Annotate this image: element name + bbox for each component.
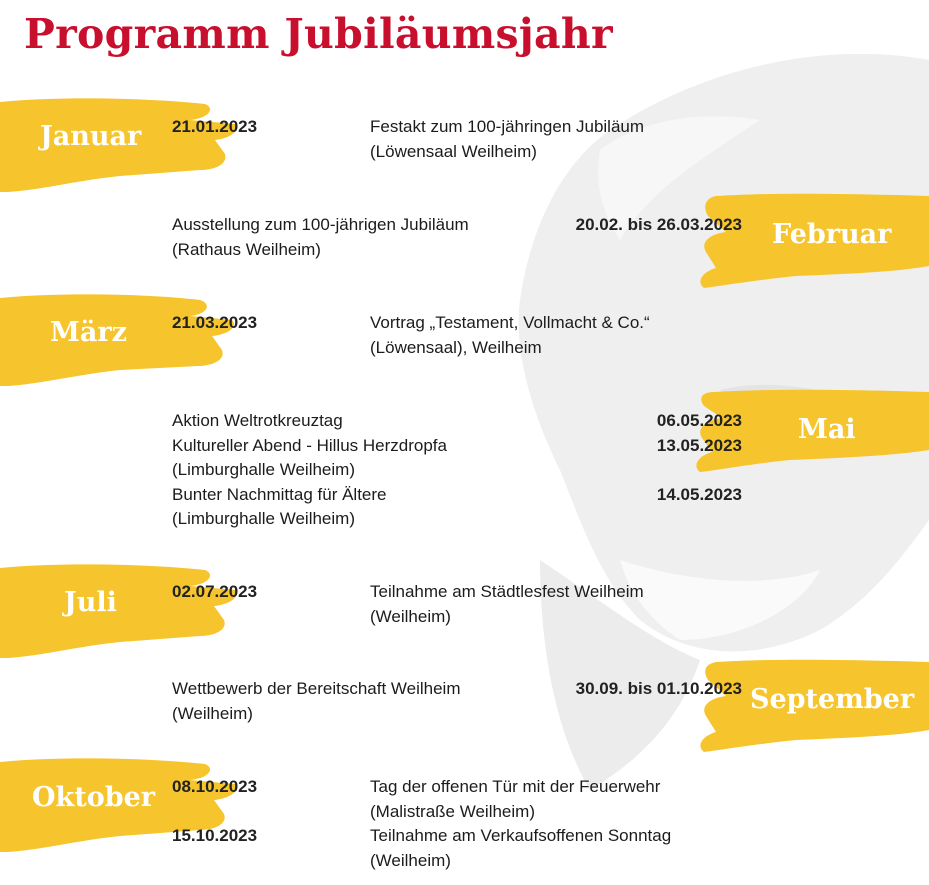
event-location: (Löwensaal Weilheim) bbox=[370, 141, 537, 161]
page-title: Programm Jubiläumsjahr bbox=[24, 10, 613, 58]
event-location: (Malistraße Weilheim) bbox=[370, 801, 535, 821]
event-description bbox=[172, 213, 469, 262]
event-description bbox=[370, 580, 644, 629]
event-date: 08.10.2023 bbox=[172, 777, 258, 796]
event-title: Tag der offenen Tür mit der Feuerwehr bbox=[370, 777, 661, 796]
event-title: Teilnahme am Städtlesfest Weilheim bbox=[370, 582, 644, 601]
event-title: Vortrag „Testament, Vollmacht & Co.“ bbox=[370, 313, 650, 332]
event-location: (Weilheim) bbox=[370, 606, 451, 626]
event-date: 13.05.2023 bbox=[656, 435, 742, 455]
event-description bbox=[370, 311, 650, 360]
month-label-oktober: Oktober bbox=[32, 782, 155, 813]
month-label-mai: Mai bbox=[798, 414, 856, 445]
month-label-maerz: März bbox=[50, 317, 127, 348]
event-date: 30.09. bis 01.10.2023 bbox=[575, 679, 742, 698]
event-date: 21.03.2023 bbox=[172, 313, 258, 332]
event-location: (Rathaus Weilheim) bbox=[172, 239, 321, 259]
event-location: (Weilheim) bbox=[370, 850, 451, 870]
event-title: Kultureller Abend - Hillus Herzdropfa bbox=[172, 435, 447, 455]
event-description bbox=[370, 115, 644, 164]
event-title: Wettbewerb der Bereitschaft Weilheim bbox=[172, 679, 461, 698]
event-date: 14.05.2023 bbox=[656, 484, 742, 504]
event-date: 06.05.2023 bbox=[656, 411, 742, 430]
event-title: Aktion Weltrotkreuztag bbox=[172, 411, 343, 430]
event-title: Festakt zum 100-jähringen Jubiläum bbox=[370, 117, 645, 136]
event-date: 15.10.2023 bbox=[172, 826, 258, 845]
month-label-september: September bbox=[750, 684, 915, 715]
event-title: Teilnahme am Verkaufsoffenen Sonntag bbox=[370, 826, 672, 845]
event-date: 02.07.2023 bbox=[172, 582, 258, 601]
month-label-februar: Februar bbox=[772, 219, 892, 250]
event-title: Ausstellung zum 100-jährigen Jubiläum bbox=[172, 215, 469, 234]
event-location: (Löwensaal), Weilheim bbox=[370, 337, 542, 357]
event-location: (Limburghalle Weilheim) bbox=[172, 509, 355, 528]
month-label-januar: Januar bbox=[40, 121, 142, 152]
event-date: 20.02. bis 26.03.2023 bbox=[575, 215, 742, 234]
event-date-group bbox=[172, 775, 257, 849]
month-label-juli: Juli bbox=[64, 587, 117, 618]
event-group bbox=[370, 775, 671, 873]
month-brush-stroke bbox=[0, 562, 240, 660]
event-group bbox=[172, 409, 447, 532]
event-date-group bbox=[657, 409, 742, 507]
event-location: (Weilheim) bbox=[172, 703, 253, 723]
event-title: Bunter Nachmittag für Ältere bbox=[172, 484, 387, 504]
event-location: (Limburghalle Weilheim) bbox=[172, 460, 355, 479]
event-date: 21.01.2023 bbox=[172, 117, 258, 136]
event-description bbox=[172, 677, 461, 726]
